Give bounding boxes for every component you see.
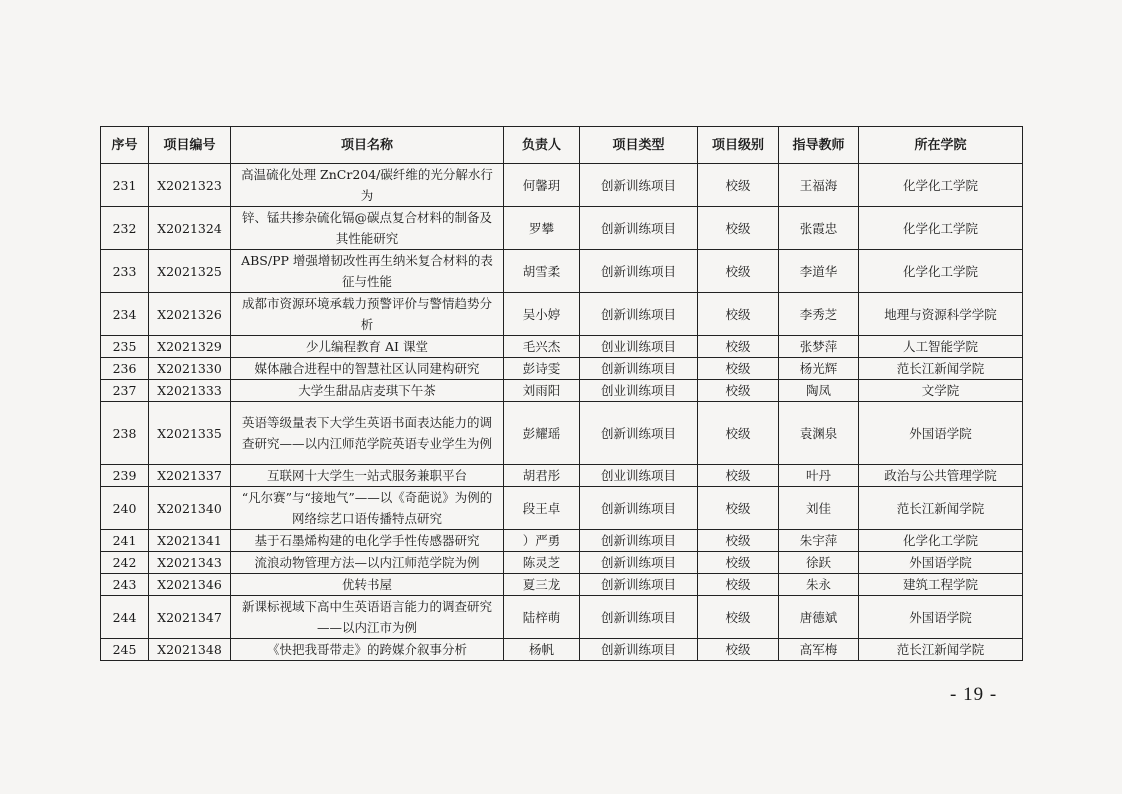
project-type: 创业训练项目 bbox=[580, 336, 698, 358]
row-number: 235 bbox=[101, 336, 149, 358]
project-level: 校级 bbox=[698, 465, 779, 487]
college-name: 化学化工学院 bbox=[859, 530, 1023, 552]
row-number: 236 bbox=[101, 358, 149, 380]
row-number: 244 bbox=[101, 596, 149, 639]
project-type: 创新训练项目 bbox=[580, 250, 698, 293]
college-name: 范长江新闻学院 bbox=[859, 358, 1023, 380]
leader-name: 何馨玥 bbox=[504, 164, 580, 207]
advisor-name: 朱宇萍 bbox=[779, 530, 859, 552]
project-name: ABS/PP 增强增韧改性再生纳米复合材料的表征与性能 bbox=[231, 250, 504, 293]
row-number: 243 bbox=[101, 574, 149, 596]
advisor-name: 杨光辉 bbox=[779, 358, 859, 380]
table-row bbox=[101, 596, 1023, 639]
header-cell: 项目编号 bbox=[149, 127, 231, 164]
table-row bbox=[101, 336, 1023, 358]
project-type: 创新训练项目 bbox=[580, 574, 698, 596]
row-number: 237 bbox=[101, 380, 149, 402]
advisor-name: 朱永 bbox=[779, 574, 859, 596]
advisor-name: 李道华 bbox=[779, 250, 859, 293]
project-type: 创业训练项目 bbox=[580, 380, 698, 402]
table-row bbox=[101, 402, 1023, 465]
project-level: 校级 bbox=[698, 530, 779, 552]
row-number: 234 bbox=[101, 293, 149, 336]
college-name: 文学院 bbox=[859, 380, 1023, 402]
college-name: 政治与公共管理学院 bbox=[859, 465, 1023, 487]
table-row bbox=[101, 250, 1023, 293]
table-body bbox=[101, 164, 1023, 661]
college-name: 外国语学院 bbox=[859, 596, 1023, 639]
project-name: 少儿编程教育 AI 课堂 bbox=[231, 336, 504, 358]
project-name: 基于石墨烯构建的电化学手性传感器研究 bbox=[231, 530, 504, 552]
project-name: 流浪动物管理方法—以内江师范学院为例 bbox=[231, 552, 504, 574]
row-number: 242 bbox=[101, 552, 149, 574]
college-name: 化学化工学院 bbox=[859, 164, 1023, 207]
leader-name: 胡君彤 bbox=[504, 465, 580, 487]
leader-name: 陆梓萌 bbox=[504, 596, 580, 639]
leader-name: 刘雨阳 bbox=[504, 380, 580, 402]
header-cell: 负责人 bbox=[504, 127, 580, 164]
college-name: 化学化工学院 bbox=[859, 250, 1023, 293]
project-type: 创新训练项目 bbox=[580, 552, 698, 574]
advisor-name: 陶凤 bbox=[779, 380, 859, 402]
header-cell: 项目类型 bbox=[580, 127, 698, 164]
header-cell: 项目级别 bbox=[698, 127, 779, 164]
project-level: 校级 bbox=[698, 596, 779, 639]
college-name: 外国语学院 bbox=[859, 402, 1023, 465]
project-name: 新课标视域下高中生英语语言能力的调查研究——以内江市为例 bbox=[231, 596, 504, 639]
table-row bbox=[101, 639, 1023, 661]
project-name: “凡尔赛”与“接地气”——以《奇葩说》为例的网络综艺口语传播特点研究 bbox=[231, 487, 504, 530]
leader-name: 罗攀 bbox=[504, 207, 580, 250]
project-type: 创新训练项目 bbox=[580, 358, 698, 380]
project-type: 创新训练项目 bbox=[580, 487, 698, 530]
project-level: 校级 bbox=[698, 639, 779, 661]
project-type: 创业训练项目 bbox=[580, 465, 698, 487]
header-cell: 所在学院 bbox=[859, 127, 1023, 164]
table-header-row bbox=[101, 127, 1023, 164]
project-code: X2021343 bbox=[149, 552, 231, 574]
college-name: 化学化工学院 bbox=[859, 207, 1023, 250]
advisor-name: 王福海 bbox=[779, 164, 859, 207]
header-cell: 项目名称 bbox=[231, 127, 504, 164]
row-number: 231 bbox=[101, 164, 149, 207]
table-row bbox=[101, 465, 1023, 487]
project-name: 成都市资源环境承载力预警评价与警情趋势分析 bbox=[231, 293, 504, 336]
project-code: X2021337 bbox=[149, 465, 231, 487]
advisor-name: 唐德斌 bbox=[779, 596, 859, 639]
leader-name: 胡雪柔 bbox=[504, 250, 580, 293]
table-row bbox=[101, 552, 1023, 574]
project-name: 互联网十大学生一站式服务兼职平台 bbox=[231, 465, 504, 487]
table-row bbox=[101, 207, 1023, 250]
project-level: 校级 bbox=[698, 487, 779, 530]
project-type: 创新训练项目 bbox=[580, 530, 698, 552]
table-row bbox=[101, 293, 1023, 336]
project-code: X2021330 bbox=[149, 358, 231, 380]
project-name: 英语等级量表下大学生英语书面表达能力的调查研究——以内江师范学院英语专业学生为例 bbox=[231, 402, 504, 465]
project-code: X2021326 bbox=[149, 293, 231, 336]
project-level: 校级 bbox=[698, 380, 779, 402]
project-level: 校级 bbox=[698, 293, 779, 336]
project-type: 创新训练项目 bbox=[580, 639, 698, 661]
project-level: 校级 bbox=[698, 552, 779, 574]
advisor-name: 张梦萍 bbox=[779, 336, 859, 358]
row-number: 239 bbox=[101, 465, 149, 487]
project-level: 校级 bbox=[698, 336, 779, 358]
advisor-name: 徐跃 bbox=[779, 552, 859, 574]
leader-name: 段王卓 bbox=[504, 487, 580, 530]
row-number: 233 bbox=[101, 250, 149, 293]
project-level: 校级 bbox=[698, 574, 779, 596]
project-code: X2021347 bbox=[149, 596, 231, 639]
table-row bbox=[101, 164, 1023, 207]
project-code: X2021335 bbox=[149, 402, 231, 465]
row-number: 232 bbox=[101, 207, 149, 250]
project-name: 优转书屋 bbox=[231, 574, 504, 596]
header-cell: 指导教师 bbox=[779, 127, 859, 164]
leader-name: 吴小婷 bbox=[504, 293, 580, 336]
college-name: 地理与资源科学学院 bbox=[859, 293, 1023, 336]
leader-name: 陈灵芝 bbox=[504, 552, 580, 574]
college-name: 建筑工程学院 bbox=[859, 574, 1023, 596]
project-code: X2021340 bbox=[149, 487, 231, 530]
leader-name: 彭耀瑶 bbox=[504, 402, 580, 465]
leader-name: ）严勇 bbox=[504, 530, 580, 552]
project-name: 锌、锰共掺杂硫化镉@碳点复合材料的制备及其性能研究 bbox=[231, 207, 504, 250]
project-type: 创新训练项目 bbox=[580, 207, 698, 250]
table-row bbox=[101, 530, 1023, 552]
advisor-name: 高军梅 bbox=[779, 639, 859, 661]
advisor-name: 张霞忠 bbox=[779, 207, 859, 250]
project-name: 《快把我哥带走》的跨媒介叙事分析 bbox=[231, 639, 504, 661]
project-level: 校级 bbox=[698, 402, 779, 465]
project-level: 校级 bbox=[698, 250, 779, 293]
college-name: 范长江新闻学院 bbox=[859, 639, 1023, 661]
project-code: X2021341 bbox=[149, 530, 231, 552]
leader-name: 毛兴杰 bbox=[504, 336, 580, 358]
project-type: 创新训练项目 bbox=[580, 402, 698, 465]
leader-name: 夏三龙 bbox=[504, 574, 580, 596]
advisor-name: 袁渊泉 bbox=[779, 402, 859, 465]
project-level: 校级 bbox=[698, 358, 779, 380]
college-name: 范长江新闻学院 bbox=[859, 487, 1023, 530]
project-table bbox=[100, 126, 1023, 661]
advisor-name: 李秀芝 bbox=[779, 293, 859, 336]
project-type: 创新训练项目 bbox=[580, 164, 698, 207]
college-name: 人工智能学院 bbox=[859, 336, 1023, 358]
project-level: 校级 bbox=[698, 207, 779, 250]
college-name: 外国语学院 bbox=[859, 552, 1023, 574]
project-type: 创新训练项目 bbox=[580, 596, 698, 639]
leader-name: 彭诗雯 bbox=[504, 358, 580, 380]
advisor-name: 刘佳 bbox=[779, 487, 859, 530]
table-row bbox=[101, 487, 1023, 530]
row-number: 238 bbox=[101, 402, 149, 465]
header-cell: 序号 bbox=[101, 127, 149, 164]
project-type: 创新训练项目 bbox=[580, 293, 698, 336]
page-number: - 19 - bbox=[950, 684, 998, 705]
leader-name: 杨帆 bbox=[504, 639, 580, 661]
project-name: 媒体融合进程中的智慧社区认同建构研究 bbox=[231, 358, 504, 380]
table-row bbox=[101, 574, 1023, 596]
project-code: X2021348 bbox=[149, 639, 231, 661]
table-row bbox=[101, 380, 1023, 402]
project-code: X2021329 bbox=[149, 336, 231, 358]
project-code: X2021323 bbox=[149, 164, 231, 207]
table-row bbox=[101, 358, 1023, 380]
row-number: 245 bbox=[101, 639, 149, 661]
project-code: X2021325 bbox=[149, 250, 231, 293]
row-number: 241 bbox=[101, 530, 149, 552]
project-name: 高温硫化处理 ZnCr204/碳纤维的光分解水行为 bbox=[231, 164, 504, 207]
row-number: 240 bbox=[101, 487, 149, 530]
project-code: X2021324 bbox=[149, 207, 231, 250]
project-code: X2021346 bbox=[149, 574, 231, 596]
advisor-name: 叶丹 bbox=[779, 465, 859, 487]
project-name: 大学生甜品店麦琪下午茶 bbox=[231, 380, 504, 402]
project-level: 校级 bbox=[698, 164, 779, 207]
project-code: X2021333 bbox=[149, 380, 231, 402]
